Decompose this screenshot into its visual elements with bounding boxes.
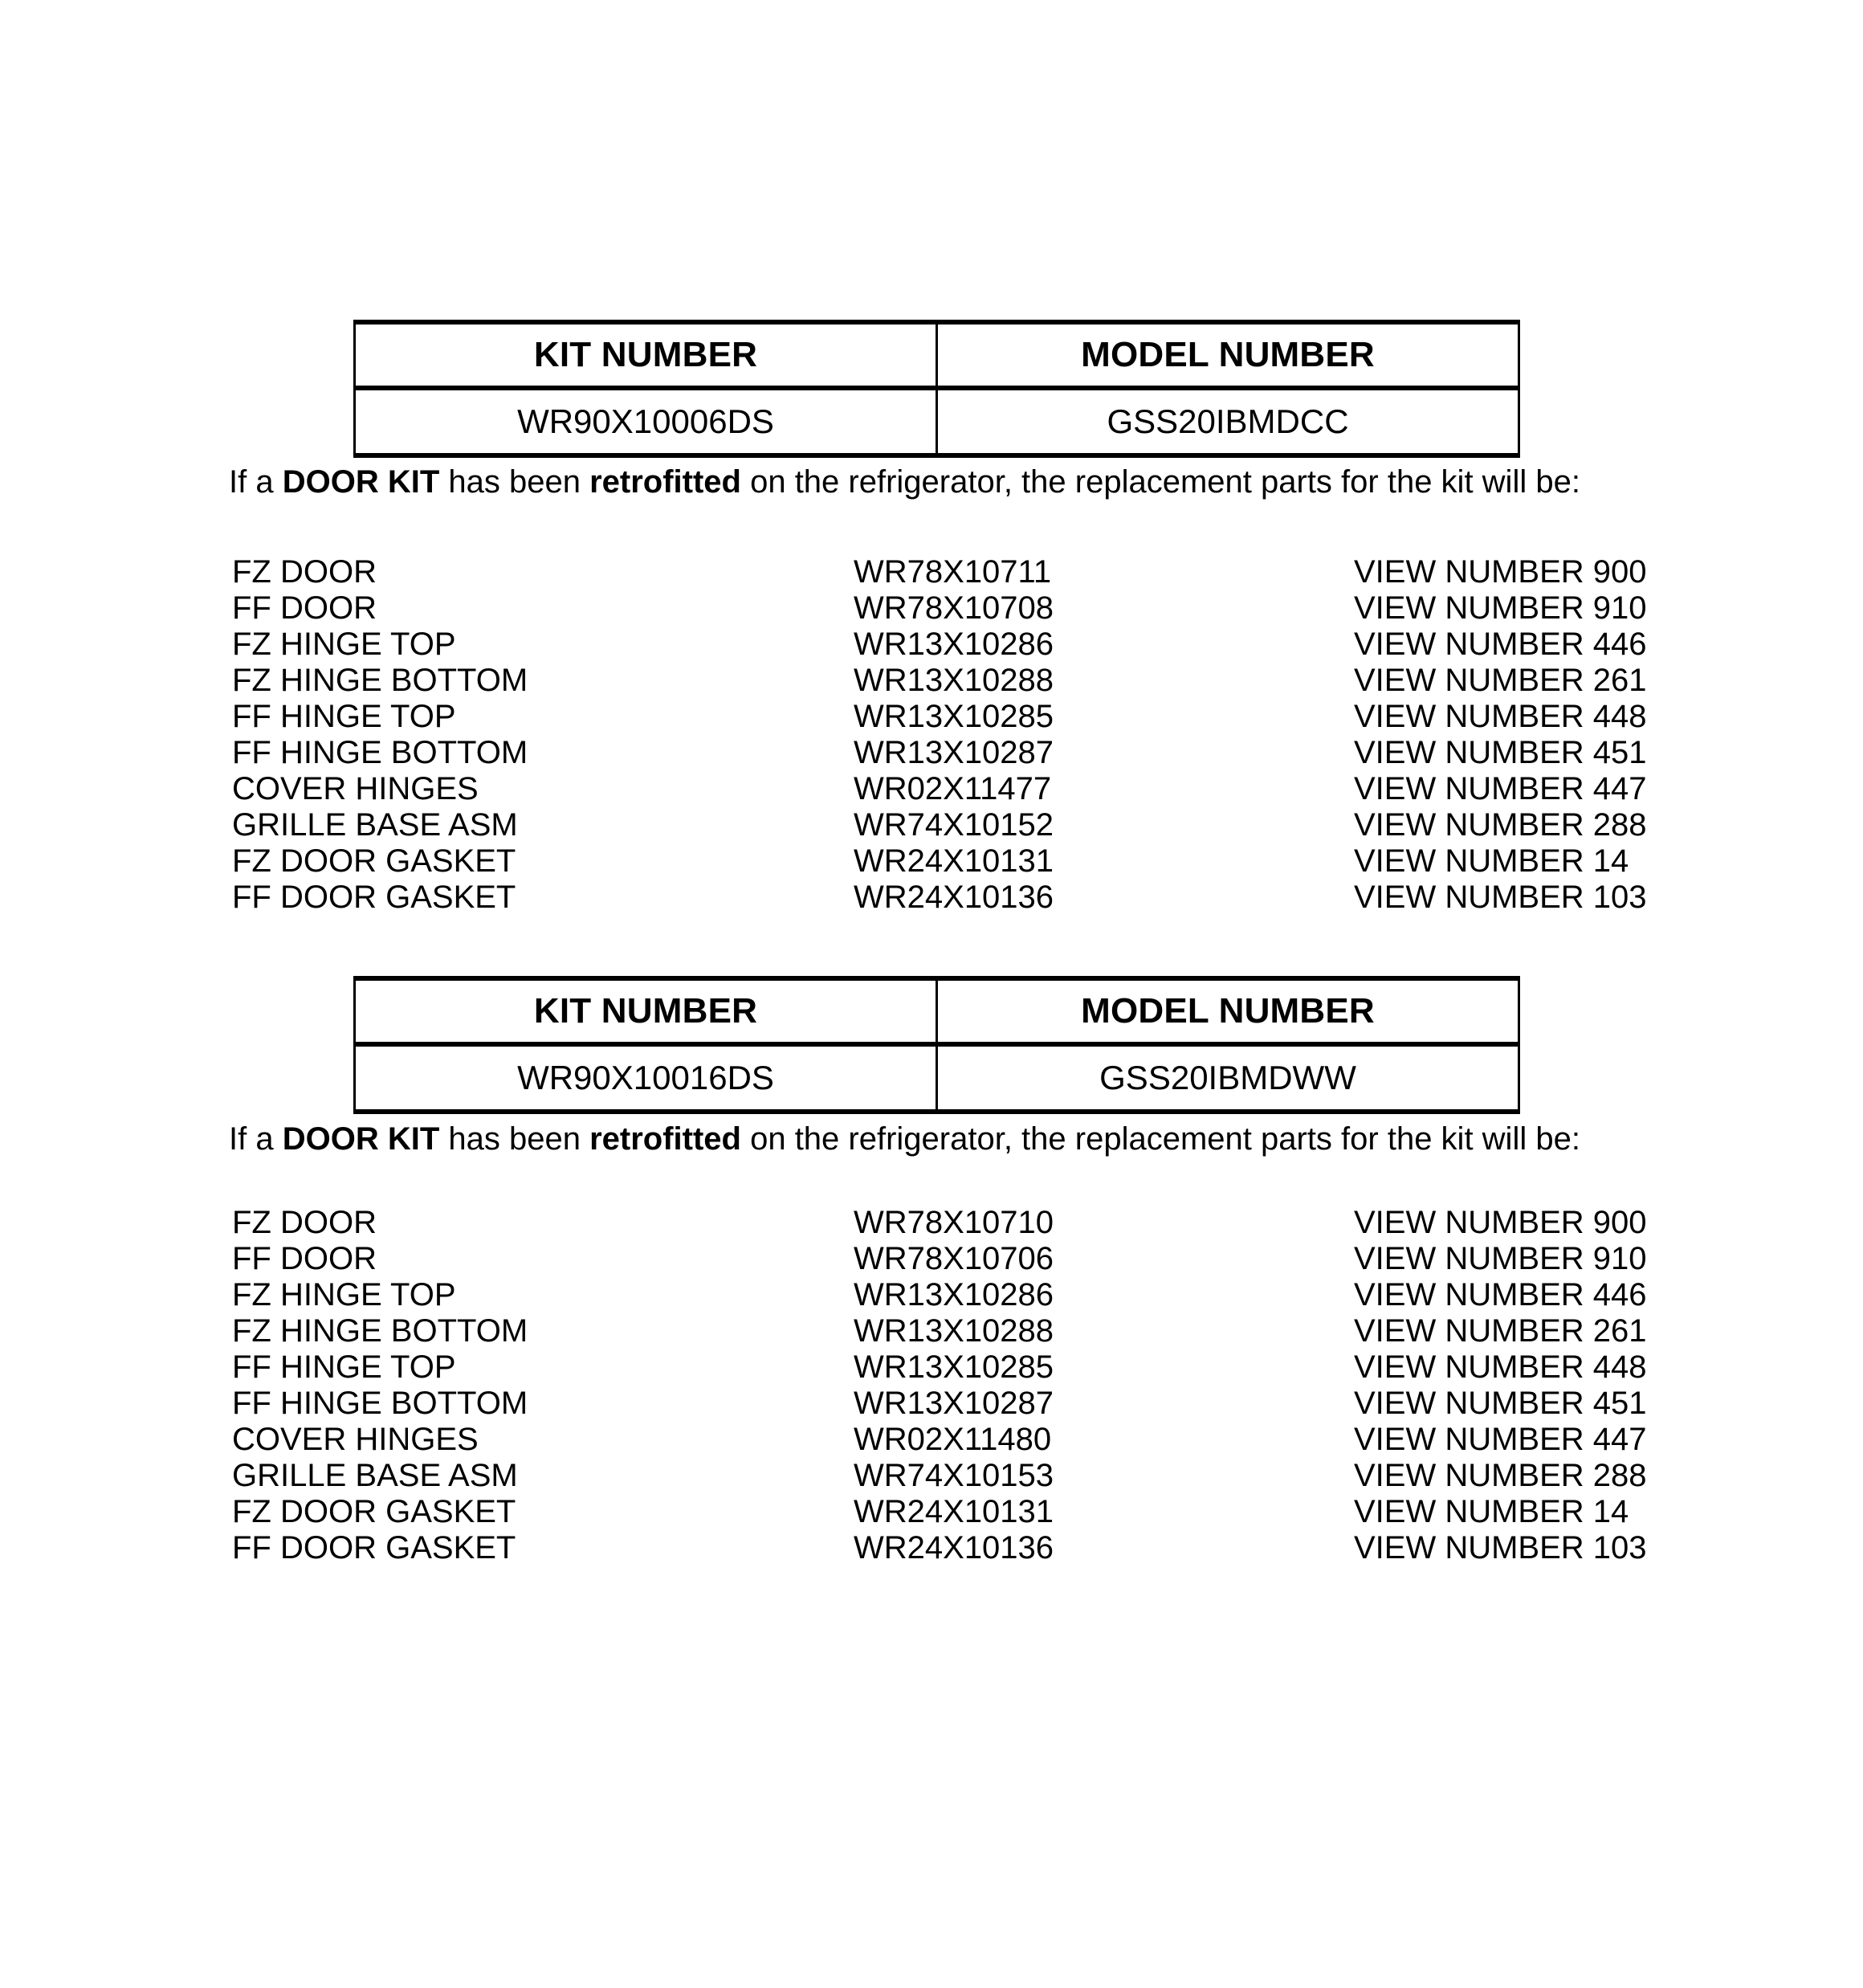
list-item	[0, 1241, 1863, 1277]
part-number: WR24X10136	[854, 1530, 1054, 1565]
view-number: VIEW NUMBER 447	[1354, 1422, 1647, 1457]
list-item	[0, 880, 1863, 916]
view-number: VIEW NUMBER 288	[1354, 1458, 1647, 1493]
part-name: FF HINGE TOP	[232, 1349, 456, 1385]
part-name: FZ HINGE TOP	[232, 627, 456, 662]
list-item	[0, 627, 1863, 663]
part-number: WR13X10288	[854, 663, 1054, 698]
model-number-header-label: MODEL NUMBER	[1081, 991, 1375, 1031]
part-name: FZ HINGE BOTTOM	[232, 663, 528, 698]
view-number: VIEW NUMBER 446	[1354, 627, 1647, 662]
part-number: WR74X10152	[854, 807, 1054, 843]
list-item	[0, 1494, 1863, 1530]
retrofit-note-text-2c: on the refrigerator, the replacement parts for the kit will be:	[740, 1121, 1580, 1157]
view-number: VIEW NUMBER 900	[1354, 1205, 1647, 1240]
retrofit-note-retrofitted-1: retrofitted	[589, 464, 741, 500]
part-number: WR78X10710	[854, 1205, 1054, 1240]
retrofit-note-text-1a: If a	[229, 464, 283, 500]
part-number: WR13X10287	[854, 1386, 1054, 1421]
model-number-header-label: MODEL NUMBER	[1081, 335, 1375, 374]
part-name: COVER HINGES	[232, 771, 479, 806]
part-name: FF DOOR	[232, 590, 377, 626]
part-name: GRILLE BASE ASM	[232, 807, 518, 843]
table-row	[355, 1044, 1519, 1112]
kit-number-value: WR90X10016DS	[517, 1059, 774, 1096]
model-number-value-cell	[937, 1044, 1519, 1112]
list-item	[0, 1205, 1863, 1241]
retrofit-note-door-kit-1: DOOR KIT	[282, 464, 440, 500]
retrofit-note-text-2a: If a	[229, 1121, 283, 1157]
list-item	[0, 843, 1863, 880]
retrofit-note-door-kit-2: DOOR KIT	[282, 1121, 440, 1157]
view-number: VIEW NUMBER 451	[1354, 735, 1647, 770]
part-number: WR13X10286	[854, 1277, 1054, 1312]
view-number: VIEW NUMBER 288	[1354, 807, 1647, 843]
part-name: FF DOOR GASKET	[232, 1530, 516, 1565]
parts-list-2	[0, 1205, 1863, 1566]
part-number: WR02X11480	[854, 1422, 1052, 1457]
list-item	[0, 663, 1863, 699]
part-name: COVER HINGES	[232, 1422, 479, 1457]
column-header-model-number	[937, 322, 1519, 388]
part-name: FZ DOOR GASKET	[232, 1494, 516, 1529]
view-number: VIEW NUMBER 900	[1354, 554, 1647, 590]
part-number: WR02X11477	[854, 771, 1052, 806]
list-item	[0, 1422, 1863, 1458]
part-name: FF HINGE TOP	[232, 699, 456, 734]
kit-model-table-2	[353, 976, 1520, 1114]
list-item	[0, 1277, 1863, 1313]
view-number: VIEW NUMBER 103	[1354, 1530, 1647, 1565]
retrofit-note-text-2b: has been	[439, 1121, 590, 1157]
part-number: WR74X10153	[854, 1458, 1054, 1493]
kit-model-table-1	[353, 320, 1520, 458]
view-number: VIEW NUMBER 261	[1354, 663, 1647, 698]
view-number: VIEW NUMBER 448	[1354, 1349, 1647, 1385]
view-number: VIEW NUMBER 448	[1354, 699, 1647, 734]
list-item	[0, 735, 1863, 771]
part-number: WR78X10708	[854, 590, 1054, 626]
view-number: VIEW NUMBER 446	[1354, 1277, 1647, 1312]
list-item	[0, 1458, 1863, 1494]
view-number: VIEW NUMBER 14	[1354, 843, 1629, 879]
list-item	[0, 1386, 1863, 1422]
part-number: WR78X10711	[854, 554, 1052, 590]
part-name: FF HINGE BOTTOM	[232, 735, 528, 770]
retrofit-note-1	[229, 466, 1580, 498]
table-row	[355, 388, 1519, 455]
retrofit-note-text-1c: on the refrigerator, the replacement parts for the kit will be:	[740, 464, 1580, 500]
view-number: VIEW NUMBER 103	[1354, 880, 1647, 915]
list-item	[0, 1349, 1863, 1386]
part-name: FF HINGE BOTTOM	[232, 1386, 528, 1421]
kit-number-header-label: KIT NUMBER	[533, 335, 758, 374]
parts-list-1	[0, 554, 1863, 916]
list-item	[0, 1313, 1863, 1349]
model-number-value-cell	[937, 388, 1519, 455]
kit-number-value-cell	[355, 1044, 937, 1112]
list-item	[0, 554, 1863, 590]
part-name: FF DOOR	[232, 1241, 377, 1276]
table-header-row	[355, 322, 1519, 388]
part-number: WR13X10285	[854, 1349, 1054, 1385]
part-number: WR13X10285	[854, 699, 1054, 734]
table-header-row	[355, 978, 1519, 1044]
column-header-kit-number	[355, 978, 937, 1044]
list-item	[0, 1530, 1863, 1566]
part-number: WR13X10288	[854, 1313, 1054, 1349]
part-number: WR78X10706	[854, 1241, 1054, 1276]
part-number: WR13X10286	[854, 627, 1054, 662]
part-name: GRILLE BASE ASM	[232, 1458, 518, 1493]
part-number: WR24X10131	[854, 1494, 1054, 1529]
column-header-model-number	[937, 978, 1519, 1044]
view-number: VIEW NUMBER 910	[1354, 590, 1647, 626]
kit-number-value-cell	[355, 388, 937, 455]
column-header-kit-number	[355, 322, 937, 388]
model-number-value: GSS20IBMDCC	[1107, 402, 1349, 440]
part-number: WR13X10287	[854, 735, 1054, 770]
list-item	[0, 771, 1863, 807]
retrofit-note-text-1b: has been	[439, 464, 590, 500]
list-item	[0, 699, 1863, 735]
view-number: VIEW NUMBER 14	[1354, 1494, 1629, 1529]
kit-number-header-label: KIT NUMBER	[533, 991, 758, 1031]
list-item	[0, 590, 1863, 627]
part-name: FZ HINGE BOTTOM	[232, 1313, 528, 1349]
view-number: VIEW NUMBER 261	[1354, 1313, 1647, 1349]
view-number: VIEW NUMBER 451	[1354, 1386, 1647, 1421]
part-name: FZ DOOR GASKET	[232, 843, 516, 879]
part-name: FZ HINGE TOP	[232, 1277, 456, 1312]
part-name: FZ DOOR	[232, 554, 377, 590]
kit-number-value: WR90X10006DS	[517, 402, 774, 440]
part-number: WR24X10131	[854, 843, 1054, 879]
list-item	[0, 807, 1863, 843]
part-name: FF DOOR GASKET	[232, 880, 516, 915]
retrofit-note-2	[229, 1123, 1580, 1155]
view-number: VIEW NUMBER 910	[1354, 1241, 1647, 1276]
part-number: WR24X10136	[854, 880, 1054, 915]
model-number-value: GSS20IBMDWW	[1099, 1059, 1356, 1096]
part-name: FZ DOOR	[232, 1205, 377, 1240]
retrofit-note-retrofitted-2: retrofitted	[589, 1121, 741, 1157]
view-number: VIEW NUMBER 447	[1354, 771, 1647, 806]
